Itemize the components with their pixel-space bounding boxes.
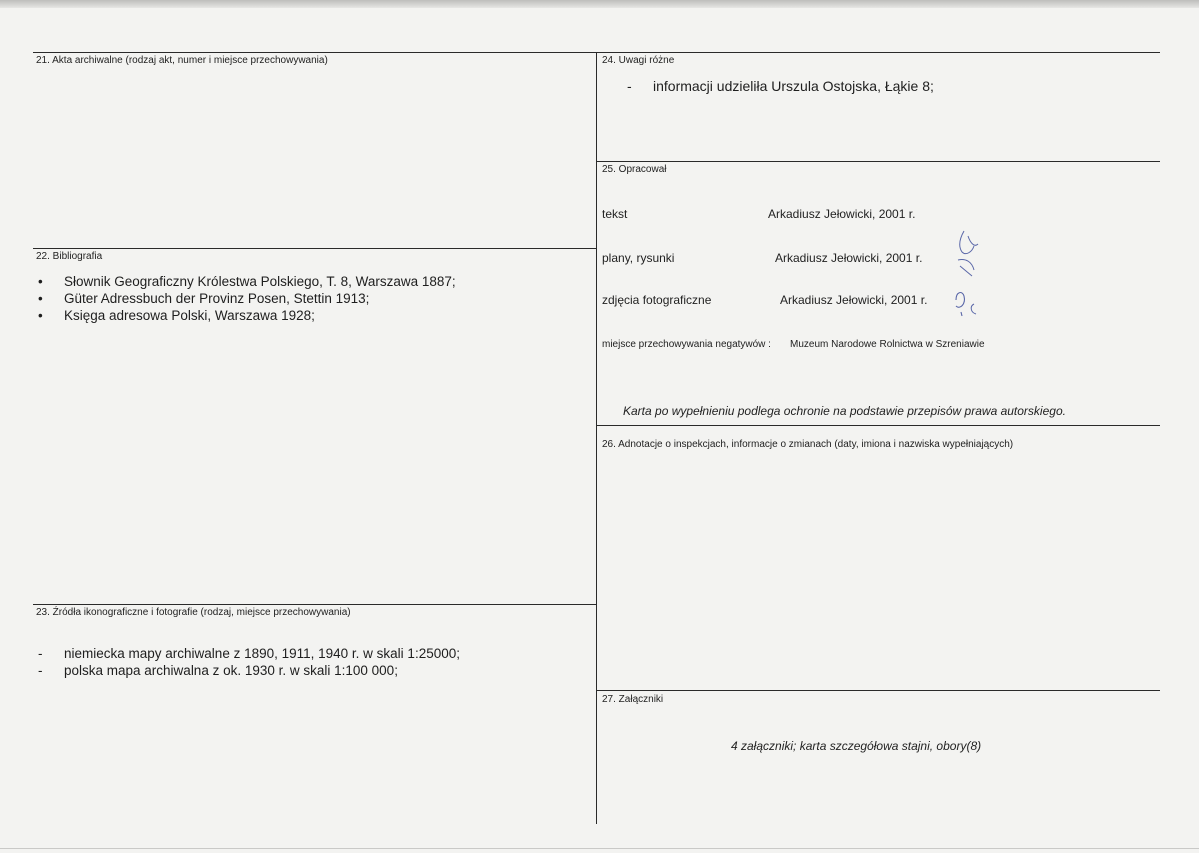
section-21-label: 21. Akta archiwalne (rodzaj akt, numer i miejsce przechowywania): [36, 55, 328, 66]
rule-22-23: [33, 604, 596, 605]
author-role: tekst: [602, 207, 628, 221]
remark-bullet: -: [627, 78, 632, 94]
rule-26-27: [596, 690, 1160, 691]
scan-bottom-edge: [0, 848, 1199, 849]
remark-text: informacji udzieliła Urszula Ostojska, Łąkie 8;: [653, 78, 934, 94]
section-27-label: 27. Załączniki: [602, 694, 664, 705]
section-26-label: 26. Adnotacje o inspekcjach, informacje o zmianach (daty, imiona i nazwiska wypełniających): [602, 439, 1014, 450]
handwritten-signature: [952, 226, 982, 322]
list-item: - polska mapa archiwalna z ok. 1930 r. w skali 1:100 000;: [38, 663, 398, 678]
rule-21-22: [33, 248, 596, 249]
author-name: Arkadiusz Jełowicki, 2001 r.: [768, 207, 916, 221]
bibliography-list: [34, 273, 456, 324]
author-role: zdjęcia fotograficzne: [602, 293, 712, 307]
author-role: plany, rysunki: [602, 251, 675, 265]
list-item: • Güter Adressbuch der Provinz Posen, Stettin 1913;: [38, 291, 370, 306]
negatives-location: Muzeum Narodowe Rolnictwa w Szreniawie: [790, 339, 985, 350]
column-divider: [596, 52, 597, 824]
negatives-label: miejsce przechowywania negatywów :: [602, 339, 771, 350]
list-item: - niemiecka mapy archiwalne z 1890, 1911, 1940 r. w skali 1:25000;: [38, 646, 460, 661]
section-25-label: 25. Opracował: [602, 164, 667, 175]
attachments-text: 4 załączniki; karta szczegółowa stajni, obory(8): [731, 739, 982, 753]
section-24-label: 24. Uwagi różne: [602, 55, 675, 66]
iconography-list: [34, 645, 460, 679]
author-name: Arkadiusz Jełowicki, 2001 r.: [775, 251, 923, 265]
author-name: Arkadiusz Jełowicki, 2001 r.: [780, 293, 928, 307]
section-23-label: 23. Źródła ikonograficzne i fotografie (rodzaj, miejsce przechowywania): [36, 607, 351, 618]
rule-25-26: [596, 425, 1160, 426]
rule-24-25: [596, 161, 1160, 162]
section-22-label: 22. Bibliografia: [36, 251, 103, 262]
copyright-note: Karta po wypełnieniu podlega ochronie na podstawie przepisów prawa autorskiego.: [623, 404, 1066, 418]
list-item: • Słownik Geograficzny Królestwa Polskiego, T. 8, Warszawa 1887;: [38, 274, 456, 289]
list-item: • Księga adresowa Polski, Warszawa 1928;: [38, 308, 315, 323]
